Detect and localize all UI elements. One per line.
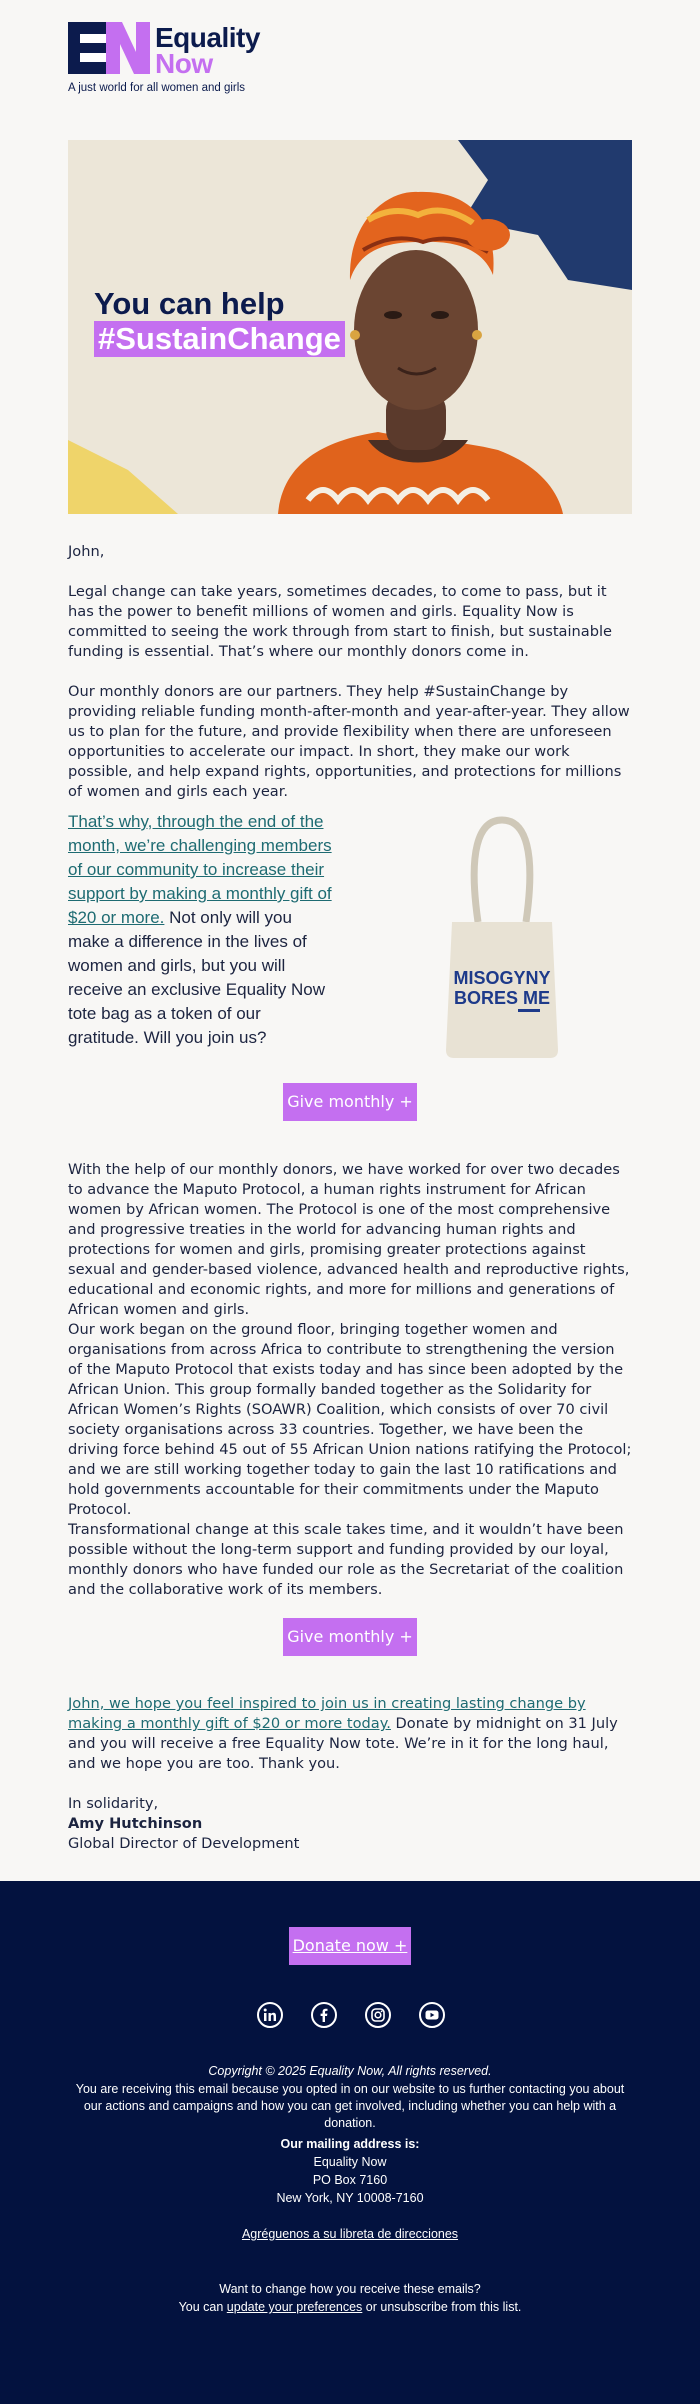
hero-headline-hashtag: #SustainChange	[94, 321, 345, 357]
greeting: John,	[68, 543, 105, 560]
paragraph-soawr: Our work began on the ground floor, bringing together women and organisations from across Africa to contribute to strengthening the version of the Maputo Protocol that exists today and has since been adopted by the African Union. This group formally banded together as the Solidarity for African Women’s Rights (SOAWR) Coalition, which consists of over 70 civil society organisations across 33 countries. Together, we have been the driving force behind 45 out of 55 African Union nations ratifying the Protocol; and we are still working together today to gain the last 10 ratifications and hold governments accountable for their commitments under the Maputo Protocol.	[68, 1321, 632, 1518]
challenge-link[interactable]: That’s why, through the end of the month, we’re challenging members of our community to increase their support by making a monthly gift of $20 or more.	[68, 812, 332, 927]
unsubscribe-text: or unsubscribe from this list.	[362, 2300, 522, 2314]
linkedin-icon[interactable]	[257, 2002, 283, 2028]
copyright-text: Copyright © 2025 Equality Now, All rights reserved.	[208, 2064, 492, 2078]
logo-tagline: A just world for all women and girls	[68, 82, 246, 94]
address-book-link[interactable]: Agréguenos a su libreta de direcciones	[241, 2227, 459, 2241]
facebook-icon[interactable]	[311, 2002, 337, 2028]
change-emails-text: Want to change how you receive these emails?	[219, 2282, 481, 2296]
signer-title: Global Director of Development	[68, 1835, 300, 1852]
paragraph-maputo: With the help of our monthly donors, we have worked for over two decades to advance the Maputo Protocol, a human rights instrument for African women by African women. The Protocol is one of the most comprehensive and progressive treaties in the world for advancing human rights and protections for women and girls, promising greater protections against sexual and gender-based violence, advanced health and reproductive rights, educational and economic rights, and more for millions and generations of African women and girls.	[68, 1161, 630, 1318]
donate-now-button[interactable]: Donate now +	[289, 1927, 411, 1965]
instagram-icon[interactable]	[365, 2002, 391, 2028]
preferences-line	[0, 2299, 700, 2316]
footer	[0, 1881, 700, 2404]
give-monthly-button-1[interactable]: Give monthly +	[283, 1083, 417, 1121]
tote-bag-image[interactable]	[438, 812, 566, 1062]
paragraph-transformational: Transformational change at this scale takes time, and it wouldn’t have been possible without the long-term support and funding provided by our loyal, monthly donors who have funded our role as the Secretariat of the coalition and the collaborative work of its members.	[68, 1521, 624, 1598]
paragraph-challenge	[68, 810, 336, 1050]
closing-link[interactable]: John, we hope you feel inspired to join us in creating lasting change by making a monthly gift of $20 or more today.	[68, 1695, 586, 1732]
update-preferences-link[interactable]: update your preferences	[226, 2300, 363, 2314]
paragraph-partners: Our monthly donors are our partners. They help #SustainChange by providing reliable funding month-after-month and year-after-year. They allow us to plan for the future, and provide flexibility when there are unforeseen opportunities to accelerate our impact. In short, they make our work possible, and help expand rights, opportunities, and protections for millions of women and girls each year.	[68, 683, 630, 800]
en-logo-mark-icon	[68, 22, 150, 74]
logo-word-now: Now	[155, 48, 213, 79]
logo-word-equality: Equality	[155, 22, 260, 53]
address-book-link-wrap	[0, 2226, 700, 2243]
tote-text-bores-me: BORES ME	[453, 988, 551, 1008]
challenge-text: Not only will you make a difference in the lives of women and girls, but you will receive an exclusive Equality Now tote bag as a token of our gratitude. Will you join us?	[68, 908, 326, 1047]
hero-headline-line1: You can help	[94, 286, 285, 321]
signoff: In solidarity,	[68, 1795, 159, 1812]
mailing-address-heading: Our mailing address is:	[280, 2137, 420, 2151]
youtube-icon[interactable]	[419, 2002, 445, 2028]
address-line-2: PO Box 7160	[312, 2173, 388, 2187]
address-line-3: New York, NY 10008-7160	[276, 2191, 424, 2205]
tote-text-misogyny: MISOGYNY	[453, 968, 551, 988]
opt-in-notice: You are receiving this email because you opted in on our website to us further contacting you about our actions and campaigns and how you can get involved, including whether you can help with a donation.	[75, 2082, 625, 2130]
hero-banner[interactable]	[68, 140, 632, 514]
paragraph-intro: Legal change can take years, sometimes decades, to come to pass, but it has the power to benefit millions of women and girls. Equality Now is committed to seeing the work through from start to finish, but sustainable funding is essential. That’s where our monthly donors come in.	[68, 583, 613, 660]
signer-name: Amy Hutchinson	[68, 1815, 203, 1832]
give-monthly-button-2[interactable]: Give monthly +	[283, 1618, 417, 1656]
equality-now-logo[interactable]	[68, 22, 308, 100]
paragraph-closing	[68, 1694, 632, 1774]
you-can-text: You can	[178, 2300, 227, 2314]
address-line-1: Equality Now	[313, 2155, 387, 2169]
closing-text: Donate by midnight on 31 July and you will receive a free Equality Now tote. We’re in it for the long haul, and we hope you are too. Thank you.	[68, 1715, 618, 1772]
